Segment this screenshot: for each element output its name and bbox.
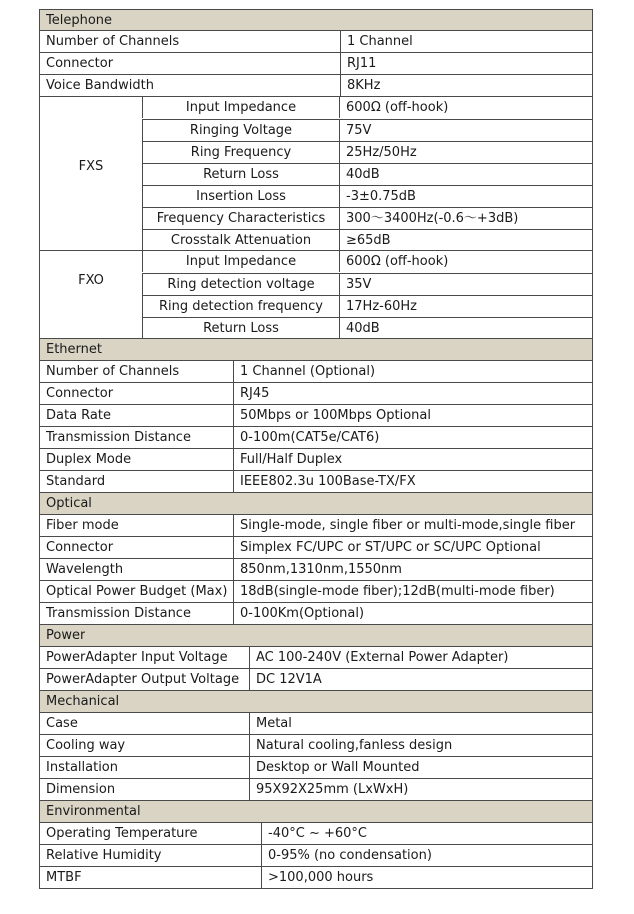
table-row	[142, 163, 592, 185]
row-label: Connector	[46, 386, 114, 401]
row-value: 300～3400Hz(-0.6～+3dB)	[339, 208, 592, 229]
table-row	[39, 361, 593, 383]
table-row	[39, 515, 593, 537]
row-value: Natural cooling,fanless design	[256, 738, 453, 753]
table-row	[39, 383, 593, 405]
table-row	[39, 779, 593, 801]
row-value: 8KHz	[347, 78, 381, 93]
table-row	[39, 581, 593, 603]
row-value: ≥65dB	[339, 230, 592, 251]
table-row	[39, 53, 593, 75]
spec-table	[39, 9, 593, 889]
row-label: Cooling way	[46, 738, 126, 753]
table-row	[142, 97, 592, 119]
section-header-ethernet	[39, 339, 593, 361]
section-title: Power	[46, 628, 86, 643]
row-value: 35V	[339, 274, 592, 295]
row-value: 25Hz/50Hz	[339, 142, 592, 163]
row-value: RJ45	[240, 386, 270, 401]
table-row	[142, 119, 592, 141]
row-label: Return Loss	[142, 318, 339, 339]
table-row	[39, 669, 593, 691]
row-label: Optical Power Budget (Max)	[46, 584, 228, 599]
row-value: Single-mode, single fiber or multi-mode,single fiber	[240, 518, 576, 533]
table-row	[39, 471, 593, 493]
row-value: Metal	[256, 716, 292, 731]
section-header-telephone	[39, 9, 593, 31]
row-label: Relative Humidity	[46, 848, 162, 863]
row-value: 850nm,1310nm,1550nm	[240, 562, 402, 577]
section-title: Mechanical	[46, 694, 120, 709]
row-value: Desktop or Wall Mounted	[256, 760, 420, 775]
table-row	[39, 647, 593, 669]
row-label: PowerAdapter Input Voltage	[46, 650, 228, 665]
section-title: Environmental	[46, 804, 141, 819]
row-label: Transmission Distance	[46, 606, 191, 621]
row-value: -40°C ~ +60°C	[268, 826, 367, 841]
row-value: 40dB	[339, 318, 592, 339]
fxs-label: FXS	[78, 159, 104, 174]
table-row	[39, 867, 593, 889]
section-title: Telephone	[46, 13, 113, 28]
row-value: 600Ω (off-hook)	[339, 97, 592, 118]
table-row	[142, 185, 592, 207]
row-value: 0-100Km(Optional)	[240, 606, 365, 621]
row-value: 1 Channel	[347, 34, 413, 49]
row-label: Input Impedance	[142, 97, 339, 118]
table-row	[39, 449, 593, 471]
row-value: >100,000 hours	[268, 870, 374, 885]
table-row	[142, 295, 592, 317]
row-label: Fiber mode	[46, 518, 119, 533]
table-row	[142, 273, 592, 295]
row-label: Data Rate	[46, 408, 111, 423]
row-label: Connector	[46, 56, 114, 71]
table-row	[39, 405, 593, 427]
row-label: Number of Channels	[46, 364, 180, 379]
row-label: Duplex Mode	[46, 452, 132, 467]
row-value: 600Ω (off-hook)	[339, 251, 592, 272]
fxs-block	[39, 97, 593, 251]
row-value: 18dB(single-mode fiber);12dB(multi-mode fiber)	[240, 584, 555, 599]
table-row	[39, 735, 593, 757]
row-label: Case	[46, 716, 78, 731]
table-row	[39, 75, 593, 97]
table-row	[142, 229, 592, 251]
row-value: IEEE802.3u 100Base-TX/FX	[240, 474, 416, 489]
table-row	[142, 317, 592, 339]
row-label: Wavelength	[46, 562, 124, 577]
table-row	[142, 207, 592, 229]
row-label: Dimension	[46, 782, 116, 797]
row-label: Transmission Distance	[46, 430, 191, 445]
fxo-block	[39, 251, 593, 339]
row-label: Ring detection frequency	[142, 296, 339, 317]
row-value: 75V	[339, 120, 592, 141]
row-value: 95X92X25mm (LxWxH)	[256, 782, 409, 797]
table-row	[39, 31, 593, 53]
row-value: 17Hz-60Hz	[339, 296, 592, 317]
section-header-environmental	[39, 801, 593, 823]
row-label: Crosstalk Attenuation	[142, 230, 339, 251]
row-label: Connector	[46, 540, 114, 555]
section-header-mechanical	[39, 691, 593, 713]
row-value: 0-95% (no condensation)	[268, 848, 432, 863]
section-header-optical	[39, 493, 593, 515]
section-title: Ethernet	[46, 342, 102, 357]
table-row	[39, 559, 593, 581]
row-value: -3±0.75dB	[339, 186, 592, 207]
row-label: MTBF	[46, 870, 82, 885]
row-label: Ring detection voltage	[142, 274, 339, 295]
fxo-label: FXO	[78, 273, 104, 288]
row-value: 1 Channel (Optional)	[240, 364, 376, 379]
table-row	[39, 757, 593, 779]
row-label: Insertion Loss	[142, 186, 339, 207]
table-row	[142, 251, 592, 273]
table-row	[39, 823, 593, 845]
row-label: Installation	[46, 760, 119, 775]
section-header-power	[39, 625, 593, 647]
row-value: Simplex FC/UPC or ST/UPC or SC/UPC Optional	[240, 540, 541, 555]
table-row	[39, 603, 593, 625]
row-label: Standard	[46, 474, 106, 489]
row-label: Operating Temperature	[46, 826, 198, 841]
row-label: Return Loss	[142, 164, 339, 185]
table-row	[39, 713, 593, 735]
row-value: 40dB	[339, 164, 592, 185]
table-row	[39, 427, 593, 449]
row-label: Voice Bandwidth	[46, 78, 154, 93]
row-value: 0-100m(CAT5e/CAT6)	[240, 430, 380, 445]
table-row	[142, 141, 592, 163]
row-label: Ringing Voltage	[142, 120, 339, 141]
row-label: Ring Frequency	[142, 142, 339, 163]
row-label: Frequency Characteristics	[142, 208, 339, 229]
section-title: Optical	[46, 496, 92, 511]
row-label: PowerAdapter Output Voltage	[46, 672, 240, 687]
row-label: Input Impedance	[142, 251, 339, 272]
row-value: RJ11	[347, 56, 377, 71]
table-row	[39, 537, 593, 559]
row-value: AC 100-240V (External Power Adapter)	[256, 650, 509, 665]
row-value: 50Mbps or 100Mbps Optional	[240, 408, 432, 423]
table-row	[39, 845, 593, 867]
row-value: Full/Half Duplex	[240, 452, 343, 467]
row-value: DC 12V1A	[256, 672, 322, 687]
row-label: Number of Channels	[46, 34, 180, 49]
